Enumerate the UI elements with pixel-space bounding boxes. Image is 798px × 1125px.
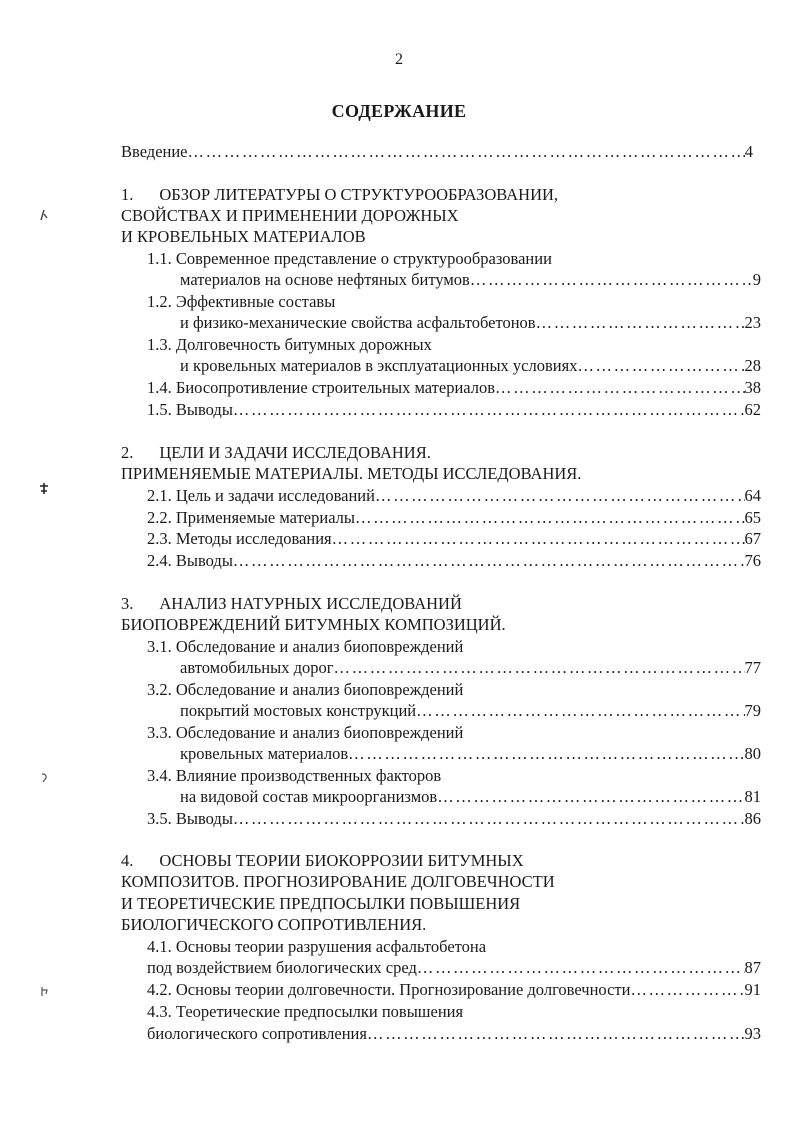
leader-dots	[233, 809, 745, 829]
leader-dots	[417, 958, 745, 978]
toc-item-number: 3.4.	[147, 766, 172, 785]
section-number: 4.	[121, 851, 134, 870]
toc-item-1-2-line-2: и физико-механические свойства асфальтобетонов ………………………………………………………………………………………………………………………………………………………………………………………………… 23	[180, 313, 761, 333]
toc-entry-page: 4	[744, 142, 753, 161]
toc-item-number: 4.2.	[147, 980, 172, 999]
toc-item-page: 80	[744, 744, 761, 763]
scan-speck	[38, 482, 50, 496]
toc-item-number: 3.5.	[147, 809, 172, 828]
leader-dots	[375, 486, 745, 506]
leader-dots	[233, 551, 745, 571]
toc-item-2-3: 2.3. Методы исследования ………………………………………………………………………………………………………………………………………………………………………………………………… 67	[147, 529, 761, 549]
toc-item-4-2: 4.2. Основы теории долговечности. Прогнозирование долговечности ………………………………………………………………………………………………………………………………………………………………………………………………… 91	[147, 980, 761, 1000]
toc-item-3-5: 3.5. Выводы ………………………………………………………………………………………………………………………………………………………………………………………………… 86	[147, 809, 761, 829]
toc-item-1-5: 1.5. Выводы ………………………………………………………………………………………………………………………………………………………………………………………………… 62	[147, 400, 761, 420]
toc-entry-label: Введение	[121, 142, 188, 161]
toc-item-4-3-line-1: 4.3. Теоретические предпосылки повышения	[147, 1002, 464, 1021]
leader-dots	[332, 529, 745, 549]
leader-dots	[416, 701, 744, 721]
section-number: 3.	[121, 594, 134, 613]
scan-speck	[38, 771, 50, 785]
toc-item-number: 4.1.	[147, 937, 172, 956]
leader-dots	[188, 142, 745, 162]
toc-item-page: 81	[744, 787, 761, 806]
toc-item-page: 38	[744, 378, 761, 397]
leader-dots	[495, 378, 744, 398]
toc-item-1-3-line-1: 1.3. Долговечность битумных дорожных	[147, 335, 432, 354]
toc-item-page: 93	[744, 1024, 761, 1043]
toc-item-number: 4.3.	[147, 1002, 172, 1021]
section-4-heading-line-4: БИОЛОГИЧЕСКОГО СОПРОТИВЛЕНИЯ.	[121, 915, 427, 934]
toc-item-2-4: 2.4. Выводы ………………………………………………………………………………………………………………………………………………………………………………………………… 76	[147, 551, 761, 571]
section-1-heading-line-3: И КРОВЕЛЬНЫХ МАТЕРИАЛОВ	[121, 227, 366, 246]
toc-item-3-3-line-2: кровельных материалов ………………………………………………………………………………………………………………………………………………………………………………………………… 80	[180, 744, 761, 764]
toc-item-page: 87	[744, 958, 761, 977]
leader-dots	[630, 980, 744, 1000]
scan-speck	[38, 984, 50, 998]
toc-item-page: 67	[744, 529, 761, 548]
toc-item-4-3-line-2: биологического сопротивления ………………………………………………………………………………………………………………………………………………………………………………………………… 93	[147, 1024, 761, 1044]
toc-item-2-2: 2.2. Применяемые материалы ………………………………………………………………………………………………………………………………………………………………………………………………… 65	[147, 508, 761, 528]
toc-item-page: 28	[744, 356, 761, 375]
toc-item-1-2-line-1: 1.2. Эффективные составы	[147, 292, 336, 311]
toc-item-number: 2.4.	[147, 551, 172, 570]
toc-item-4-1-line-2: под воздействием биологических сред ………………………………………………………………………………………………………………………………………………………………………………………………… 87	[147, 958, 761, 978]
toc-item-1-4: 1.4. Биосопротивление строительных материалов ………………………………………………………………………………………………………………………………………………………………………………………………… 38	[147, 378, 761, 398]
leader-dots	[536, 313, 745, 333]
leader-dots	[233, 400, 745, 420]
scan-speck	[38, 208, 50, 222]
section-4-heading-line-1: 4. ОСНОВЫ ТЕОРИИ БИОКОРРОЗИИ БИТУМНЫХ	[121, 851, 524, 870]
toc-item-page: 65	[744, 508, 761, 527]
toc-entry-intro	[121, 142, 753, 162]
toc-item-2-1: 2.1. Цель и задачи исследований ………………………………………………………………………………………………………………………………………………………………………………………………… 64	[147, 486, 761, 506]
toc-item-1-1-line-1: 1.1. Современное представление о структурообразовании	[147, 249, 552, 268]
toc-item-3-3-line-1: 3.3. Обследование и анализ биоповреждений	[147, 723, 464, 742]
toc-item-number: 3.1.	[147, 637, 172, 656]
section-3-heading-line-1: 3. АНАЛИЗ НАТУРНЫХ ИССЛЕДОВАНИЙ	[121, 594, 462, 613]
leader-dots	[577, 356, 744, 376]
toc-item-number: 1.2.	[147, 292, 172, 311]
toc-item-page: 77	[744, 658, 761, 677]
toc-item-number: 1.1.	[147, 249, 172, 268]
leader-dots	[355, 508, 745, 528]
page-number: 2	[395, 51, 403, 68]
toc-item-4-1-line-1: 4.1. Основы теории разрушения асфальтобетона	[147, 937, 487, 956]
section-2-heading-line-1: 2. ЦЕЛИ И ЗАДАЧИ ИССЛЕДОВАНИЯ.	[121, 443, 431, 462]
toc-item-1-3-line-2: и кровельных материалов в эксплуатационных условиях ………………………………………………………………………………………………………………………………………………………………………………………………… 28	[180, 356, 761, 376]
toc-item-page: 64	[744, 486, 761, 505]
leader-dots	[367, 1024, 745, 1044]
section-number: 2.	[121, 443, 134, 462]
toc-item-number: 2.2.	[147, 508, 172, 527]
toc-item-number: 1.4.	[147, 378, 172, 397]
toc-item-page: 23	[744, 313, 761, 332]
section-4-heading-line-3: И ТЕОРЕТИЧЕСКИЕ ПРЕДПОСЫЛКИ ПОВЫШЕНИЯ	[121, 894, 521, 913]
toc-item-1-1-line-2: материалов на основе нефтяных битумов ………………………………………………………………………………………………………………………………………………………………………………………………… 9	[180, 270, 761, 290]
section-1-heading-line-1: 1. ОБЗОР ЛИТЕРАТУРЫ О СТРУКТУРООБРАЗОВАНИИ,	[121, 185, 559, 204]
section-2-heading-line-2: ПРИМЕНЯЕМЫЕ МАТЕРИАЛЫ. МЕТОДЫ ИССЛЕДОВАНИЯ.	[121, 464, 582, 483]
toc-item-3-4-line-2: на видовой состав микроорганизмов ………………………………………………………………………………………………………………………………………………………………………………………………… 81	[180, 787, 761, 807]
page-title: СОДЕРЖАНИЕ	[331, 101, 467, 121]
toc-item-page: 79	[744, 701, 761, 720]
toc-item-3-1-line-1: 3.1. Обследование и анализ биоповреждений	[147, 637, 464, 656]
section-4-heading-line-2: КОМПОЗИТОВ. ПРОГНОЗИРОВАНИЕ ДОЛГОВЕЧНОСТИ	[121, 872, 555, 891]
toc-item-number: 1.5.	[147, 400, 172, 419]
toc-item-number: 2.3.	[147, 529, 172, 548]
toc-item-3-4-line-1: 3.4. Влияние производственных факторов	[147, 766, 442, 785]
toc-item-number: 3.2.	[147, 680, 172, 699]
toc-item-3-1-line-2: автомобильных дорог ………………………………………………………………………………………………………………………………………………………………………………………………… 77	[180, 658, 761, 678]
toc-item-3-2-line-1: 3.2. Обследование и анализ биоповреждений	[147, 680, 464, 699]
toc-item-number: 2.1.	[147, 486, 172, 505]
leader-dots	[334, 658, 745, 678]
toc-item-page: 62	[744, 400, 761, 419]
toc-item-page: 9	[752, 270, 761, 289]
toc-item-page: 86	[744, 809, 761, 828]
leader-dots	[437, 787, 744, 807]
toc-item-3-2-line-2: покрытий мостовых конструкций ………………………………………………………………………………………………………………………………………………………………………………………………… 79	[180, 701, 761, 721]
section-1-heading-line-2: СВОЙСТВАХ И ПРИМЕНЕНИИ ДОРОЖНЫХ	[121, 206, 459, 225]
section-3-heading-line-2: БИОПОВРЕЖДЕНИЙ БИТУМНЫХ КОМПОЗИЦИЙ.	[121, 615, 506, 634]
section-number: 1.	[121, 185, 134, 204]
toc-item-page: 91	[744, 980, 761, 999]
toc-item-number: 1.3.	[147, 335, 172, 354]
leader-dots	[348, 744, 744, 764]
toc-item-number: 3.3.	[147, 723, 172, 742]
toc-item-page: 76	[744, 551, 761, 570]
leader-dots	[470, 270, 753, 290]
